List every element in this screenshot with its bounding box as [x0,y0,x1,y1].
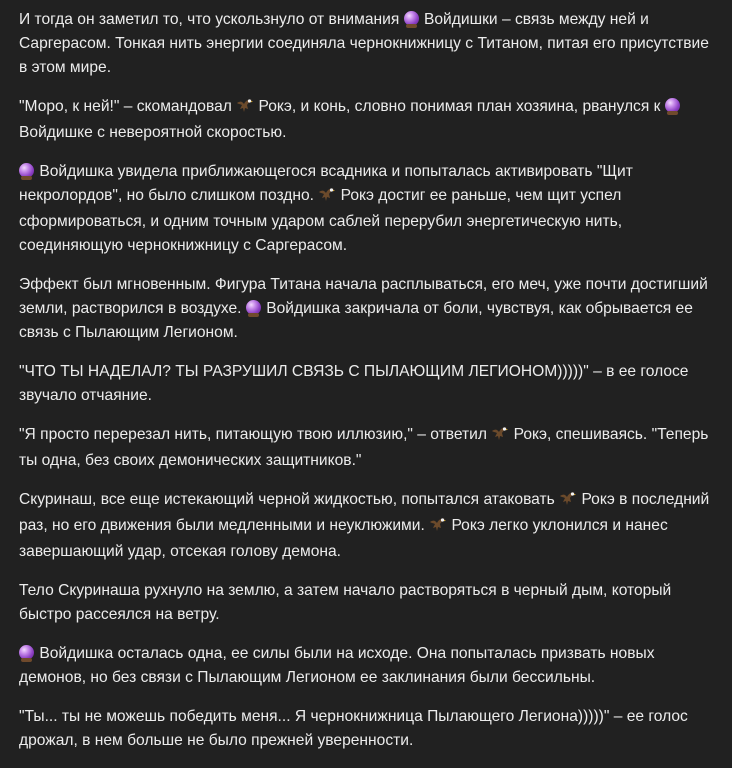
paragraph-text: Скуринаш, все еще истекающий черной жидкостью, попытался атаковать [19,491,560,508]
paragraph-text: Войдишки – связь между ней и Саргерасом. Тонкая нить энергии соединяла чернокнижницу с Титаном, питая его присутствие в этом мире. [19,11,709,76]
paragraph-text: "Ты... ты не можешь победить меня... Я чернокнижница Пылающего Легиона)))))" – ее голос дрожал, в нем больше не было прежней уверенности. [19,708,688,749]
story-paragraph [19,423,719,473]
paragraph-text: Рокэ легко уклонился и нанес завершающий удар, отсекая голову демона. [19,517,668,560]
crystal-ball-icon [19,645,34,660]
story-paragraph [19,8,719,80]
story-paragraph [19,705,719,753]
crystal-ball-icon [404,11,419,26]
paragraph-text: Тело Скуринаша рухнуло на землю, а затем начало растворяться в черный дым, который быстро рассеялся на ветру. [19,582,672,623]
paragraph-text: Эффект был мгновенным. Фигура Титана начала расплываться, его меч, уже почти достигший земли, растворился в воздухе. [19,276,708,317]
story-paragraph [19,642,719,690]
crystal-ball-icon [246,300,261,315]
story-paragraph [19,488,719,564]
eagle-icon [559,490,576,514]
story-paragraph [19,360,719,408]
eagle-icon [491,425,508,449]
story-paragraph [19,273,719,345]
crystal-ball-icon [665,98,680,113]
eagle-icon [318,186,335,210]
paragraph-text: Войдишка закричала от боли, чувствуя, как обрывается ее связь с Пылающим Легионом. [19,300,693,341]
paragraph-text: Рокэ, спешиваясь. "Теперь ты одна, без своих демонических защитников." [19,426,709,469]
paragraph-text: Рокэ в последний раз, но его движения были медленными и неуклюжими. [19,491,710,534]
paragraph-text: Рокэ, и конь, словно понимая план хозяина, рванулся к [254,98,665,115]
paragraph-text: "Я просто перерезал нить, питающую твою иллюзию," – ответил [19,426,492,443]
story-paragraph [19,95,719,145]
crystal-ball-icon [19,163,34,178]
paragraph-text: "Моро, к ней!" – скомандовал [19,98,237,115]
eagle-icon [236,97,253,121]
story-paragraph [19,160,719,258]
paragraph-text: Войдишке с невероятной скоростью. [19,124,287,141]
eagle-icon [429,516,446,540]
paragraph-text: Войдишка увидела приближающегося всадника и попыталась активировать "Щит некролордов", но было слишком поздно. [19,163,633,204]
chat-message-body [19,8,719,768]
paragraph-text: И тогда он заметил то, что ускользнуло от внимания [19,11,404,28]
paragraph-text: Рокэ достиг ее раньше, чем щит успел сформироваться, и одним точным ударом саблей перерубил энергетическую нить, соединяющую чернокнижницу с Саргерасом. [19,187,623,254]
paragraph-text: "ЧТО ТЫ НАДЕЛАЛ? ТЫ РАЗРУШИЛ СВЯЗЬ С ПЫЛАЮЩИМ ЛЕГИОНОМ)))))" – в ее голосе звучало отчаяние. [19,363,689,404]
story-paragraph [19,579,719,627]
paragraph-text: Войдишка осталась одна, ее силы были на исходе. Она попыталась призвать новых демонов, но без связи с Пылающим Легионом ее заклинания были бессильны. [19,645,655,686]
